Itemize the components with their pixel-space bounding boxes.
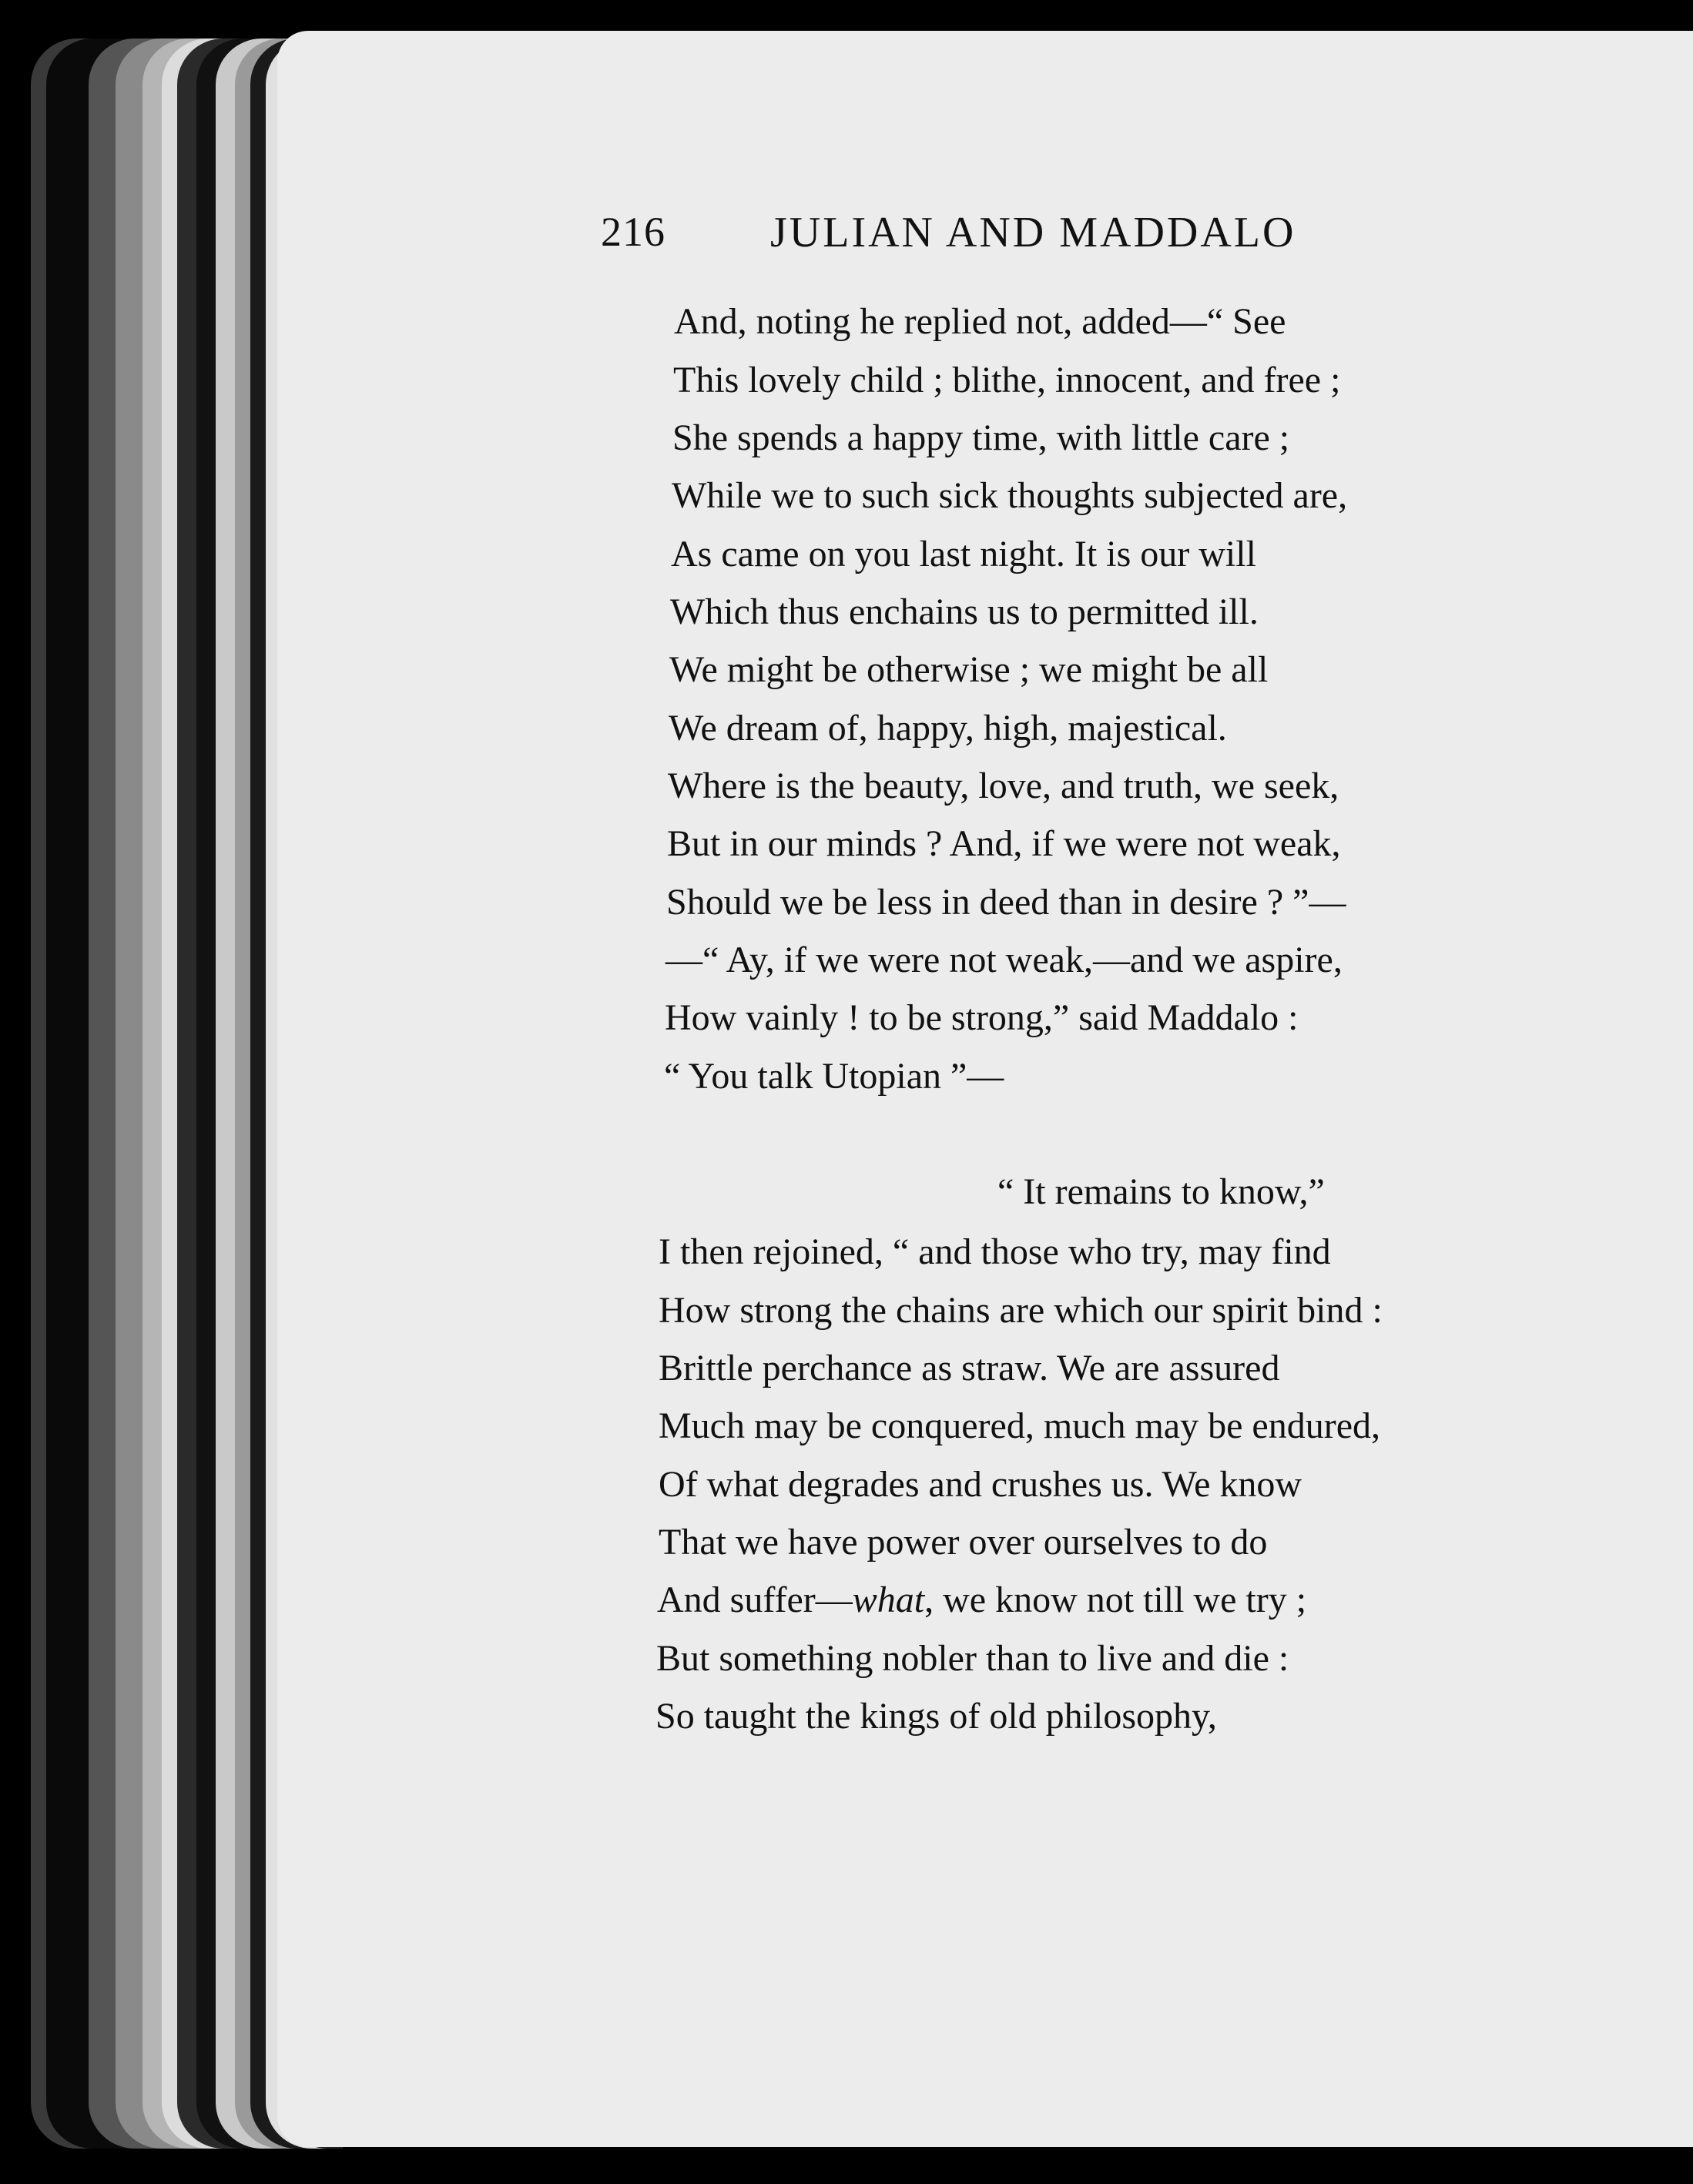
running-head: JULIAN AND MADDALO [770,209,1296,256]
verse-text: , we know not till we try ; [924,1579,1307,1620]
verse-line: She spends a happy time, with little care ; [672,417,1290,458]
verse-line-with-italic [657,1579,1306,1621]
italic-word: what [852,1579,925,1620]
verse-line: But something nobler than to live and die : [656,1638,1289,1679]
verse-line: How strong the chains are which our spirit bind : [659,1290,1383,1331]
verse-line: How vainly ! to be strong,” said Maddalo : [665,997,1299,1038]
verse-line: This lovely child ; blithe, innocent, and free ; [673,360,1341,400]
verse-line: I then rejoined, “ and those who try, may find [659,1231,1331,1272]
verse-line: Brittle perchance as straw. We are assured [659,1348,1280,1388]
verse-line: That we have power over ourselves to do [659,1522,1268,1563]
stanza-1 [664,300,1521,1101]
verse-line: —“ Ay, if we were not weak,—and we aspire, [665,940,1343,980]
verse-line: Should we be less in deed than in desire ? ”— [666,882,1346,923]
verse-line: But in our minds ? And, if we were not weak, [667,823,1341,864]
verse-line: We dream of, happy, high, majestical. [669,708,1227,749]
verse-line: So taught the kings of old philosophy, [655,1696,1217,1737]
verse-line: Much may be conquered, much may be endured, [659,1405,1381,1446]
verse-line: We might be otherwise ; we might be all [669,649,1269,690]
verse-line: As came on you last night. It is our will [671,534,1256,574]
verse-line: Where is the beauty, love, and truth, we seek, [668,765,1339,806]
verse-line: “ You talk Utopian ”— [664,1056,1004,1097]
stanza-2 [655,1171,1521,1787]
verse-line: And, noting he replied not, added—“ See [674,301,1286,342]
verse-line: Which thus enchains us to permitted ill. [670,591,1259,632]
page-number: 216 [601,209,665,255]
verse-line: Of what degrades and crushes us. We know [659,1464,1302,1505]
verse-text: And suffer— [657,1579,853,1620]
verse-line: While we to such sick thoughts subjected are, [672,475,1348,516]
page-header [601,208,1417,270]
indented-verse-line: “ It remains to know,” [997,1171,1325,1212]
